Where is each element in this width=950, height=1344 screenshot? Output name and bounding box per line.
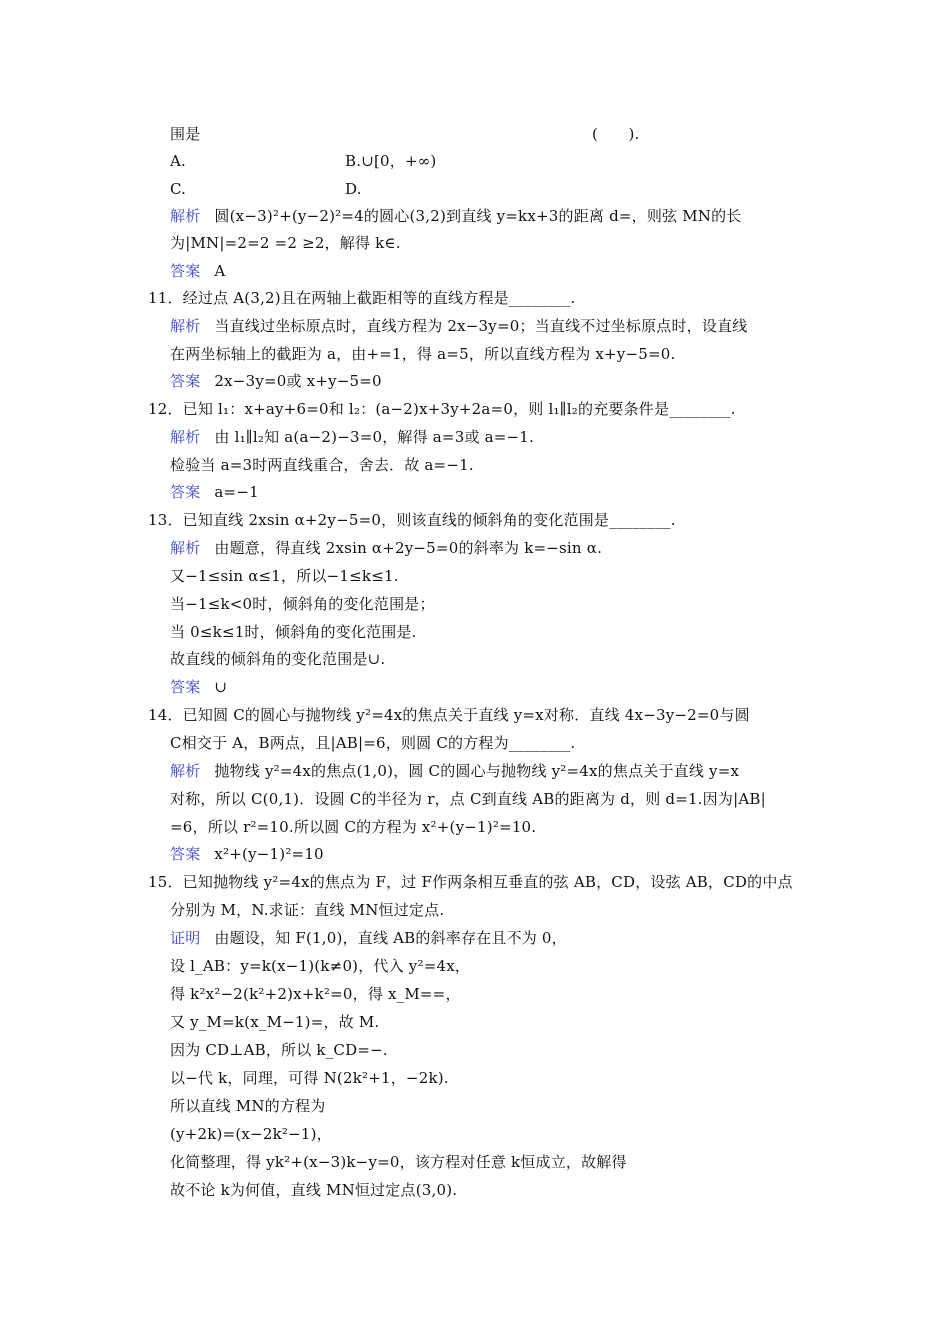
q12-solution-line-1: 解析 由 l₁∥l₂知 a(a−2)−3=0，解得 a=3或 a=−1.	[170, 428, 534, 446]
q14-answer: 答案 x²+(y−1)²=10	[170, 845, 324, 863]
q13-stem: 13．已知直线 2xsin α+2y−5=0，则该直线的倾斜角的变化范围是________.	[148, 511, 676, 529]
q15-proof-line-9: 化简整理，得 yk²+(x−3)k−y=0，该方程对任意 k恒成立，故解得	[170, 1153, 627, 1171]
answer-label: 答案	[170, 372, 201, 390]
q15-proof-line-6: 以−代 k，同理，可得 N(2k²+1，−2k).	[170, 1069, 449, 1087]
q14-solution-line-3: =6，所以 r²=10.所以圆 C的方程为 x²+(y−1)²=10.	[170, 818, 537, 836]
q11-solution-line-1: 解析 当直线过坐标原点时，直线方程为 2x−3y=0；当直线不过坐标原点时，设直线	[170, 317, 748, 335]
q13-answer: 答案 ∪	[170, 678, 228, 696]
q11-solution-line-2: 在两坐标轴上的截距为 a，由+=1，得 a=5，所以直线方程为 x+y−5=0.	[170, 345, 676, 363]
q15-proof-line-2: 设 l_AB：y=k(x−1)(k≠0)，代入 y²=4x，	[170, 957, 471, 975]
q15-proof-line-10: 故不论 k为何值，直线 MN恒过定点(3,0).	[170, 1181, 458, 1199]
q14-solution-line-2: 对称，所以 C(0,1)．设圆 C的半径为 r，点 C到直线 AB的距离为 d，则 d=1.因为|AB|	[170, 790, 766, 808]
answer-label: 答案	[170, 262, 201, 280]
answer-label: 答案	[170, 678, 201, 696]
q13-solution-line-4: 当 0≤k≤1时，倾斜角的变化范围是.	[170, 623, 417, 641]
q12-answer: 答案 a=−1	[170, 483, 259, 501]
q10-option-b: B.∪[0，+∞)	[345, 152, 437, 170]
q15-proof-line-5: 因为 CD⊥AB，所以 k_CD=−.	[170, 1041, 388, 1059]
q10-solution-line-1: 解析 圆(x−3)²+(y−2)²=4的圆心(3,2)到直线 y=kx+3的距离 d=，则弦 MN的长	[170, 207, 742, 225]
q13-solution-line-5: 故直线的倾斜角的变化范围是∪.	[170, 650, 386, 668]
q13-solution-line-3: 当−1≤k<0时，倾斜角的变化范围是；	[170, 595, 435, 613]
q12-stem: 12．已知 l₁：x+ay+6=0和 l₂：(a−2)x+3y+2a=0，则 l₁∥l₂的充要条件是________.	[148, 400, 736, 418]
solution-label: 解析	[170, 207, 201, 225]
solution-label: 解析	[170, 428, 201, 446]
q14-solution-line-1: 解析 抛物线 y²=4x的焦点(1,0)，圆 C的圆心与抛物线 y²=4x的焦点关于直线 y=x	[170, 762, 740, 780]
q14-stem-line-1: 14．已知圆 C的圆心与抛物线 y²=4x的焦点关于直线 y=x对称．直线 4x−3y−2=0与圆	[148, 706, 750, 724]
q15-proof-line-8: (y+2k)=(x−2k²−1)，	[170, 1125, 332, 1143]
answer-label: 答案	[170, 845, 201, 863]
q10-answer: 答案 A	[170, 262, 226, 280]
q11-answer: 答案 2x−3y=0或 x+y−5=0	[170, 372, 382, 390]
q10-option-a: A.	[170, 152, 187, 170]
q12-solution-line-2: 检验当 a=3时两直线重合，舍去．故 a=−1.	[170, 456, 474, 474]
q10-answer-paren: ( ).	[592, 125, 640, 143]
q15-proof-line-7: 所以直线 MN的方程为	[170, 1097, 326, 1115]
q15-stem-line-1: 15．已知抛物线 y²=4x的焦点为 F，过 F作两条相互垂直的弦 AB，CD，设弦 AB，CD的中点	[148, 873, 793, 891]
solution-label: 解析	[170, 317, 201, 335]
solution-label: 解析	[170, 539, 201, 557]
q14-stem-line-2: C相交于 A，B两点，且|AB|=6，则圆 C的方程为________.	[170, 734, 576, 752]
q15-proof-line-1: 证明 由题设，知 F(1,0)，直线 AB的斜率存在且不为 0，	[170, 929, 567, 947]
answer-label: 答案	[170, 483, 201, 501]
q10-option-c: C.	[170, 180, 187, 198]
q13-solution-line-2: 又−1≤sin α≤1，所以−1≤k≤1.	[170, 567, 399, 585]
q11-stem: 11．经过点 A(3,2)且在两轴上截距相等的直线方程是________.	[148, 289, 576, 307]
proof-label: 证明	[170, 929, 201, 947]
solution-label: 解析	[170, 762, 201, 780]
q10-solution-line-2: 为|MN|=2=2 =2 ≥2，解得 k∈.	[170, 234, 401, 252]
q10-stem-tail: 围是	[170, 125, 201, 143]
q15-stem-line-2: 分别为 M，N.求证：直线 MN恒过定点.	[170, 901, 445, 919]
q15-proof-line-4: 又 y_M=k(x_M−1)=，故 M.	[170, 1013, 380, 1031]
q13-solution-line-1: 解析 由题意，得直线 2xsin α+2y−5=0的斜率为 k=−sin α.	[170, 539, 603, 557]
q10-option-d: D.	[345, 180, 362, 198]
q15-proof-line-3: 得 k²x²−2(k²+2)x+k²=0，得 x_M==，	[170, 985, 461, 1003]
